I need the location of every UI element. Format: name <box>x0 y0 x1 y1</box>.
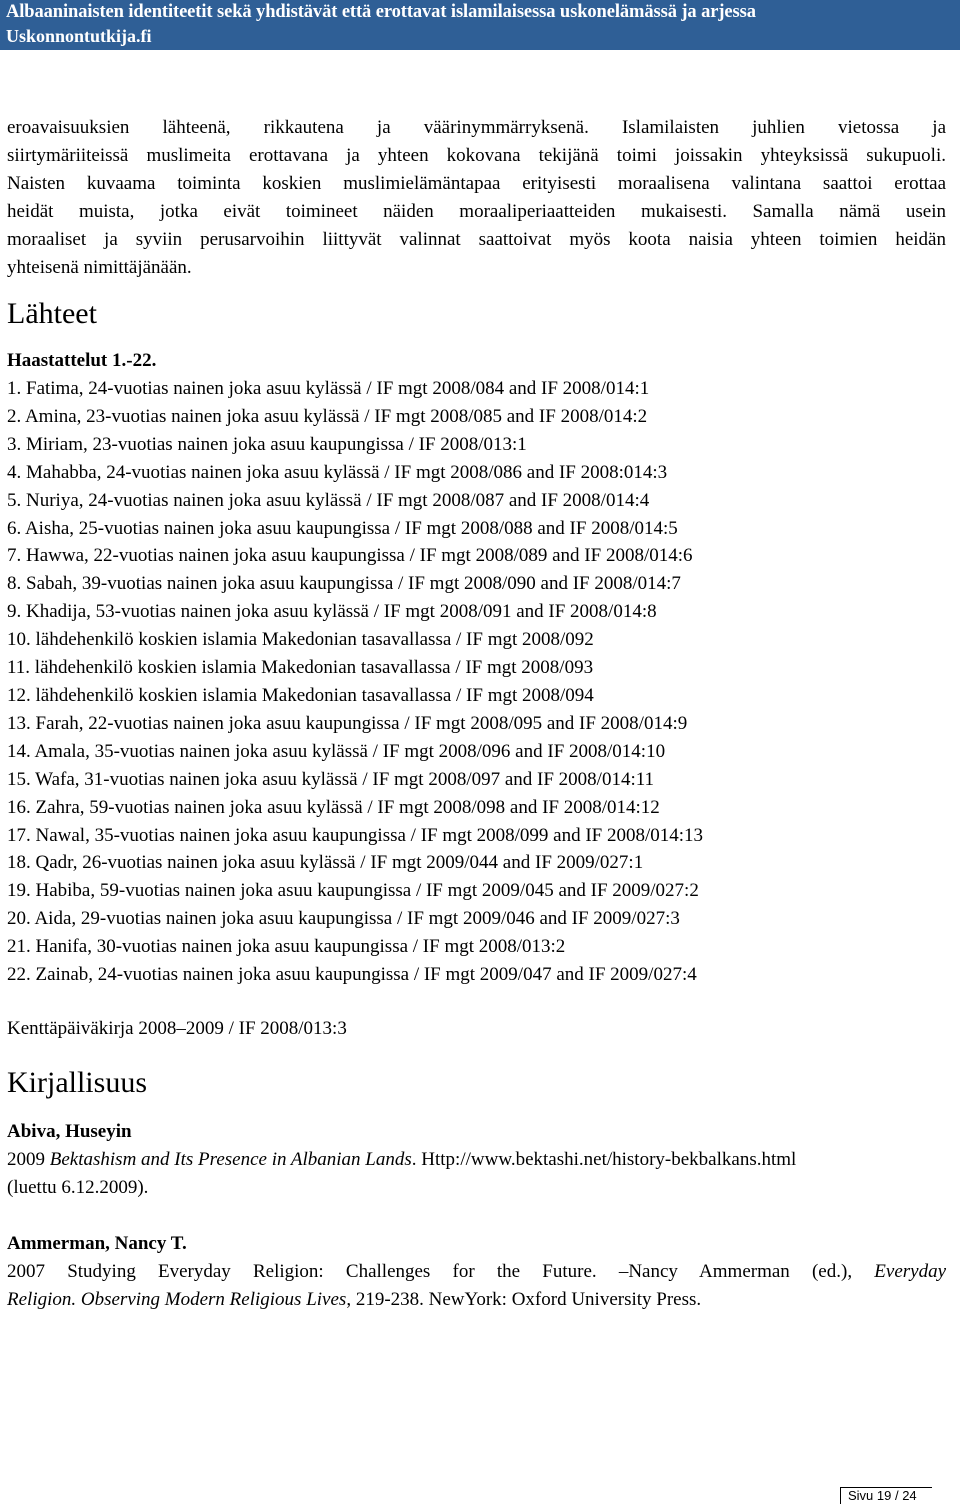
paragraph-line: yhteisenä nimittäjänään. <box>7 257 192 278</box>
interviews-heading: Haastattelut 1.-22. <box>7 350 157 371</box>
reference-title: Everyday <box>874 1260 947 1282</box>
reference-details: 2007 Studying Everyday Religion: Challenges for the Future. –Nancy Ammerman (ed.), <box>7 1260 853 1282</box>
reference-entry <box>7 1230 946 1314</box>
list-item: 10. lähdehenkilö koskien islamia Makedonian tasavallassa / IF mgt 2008/092 <box>7 629 594 651</box>
list-item: 13. Farah, 22-vuotias nainen joka asuu kaupungissa / IF mgt 2008/095 and IF 2008/014:9 <box>7 712 688 734</box>
reference-details: . Http://www.bektashi.net/history-bekbalkans.html <box>411 1148 797 1170</box>
reference-year: 2009 <box>7 1148 45 1170</box>
reference-line <box>7 1258 946 1286</box>
list-item: 7. Hawwa, 22-vuotias nainen joka asuu kaupungissa / IF mgt 2008/089 and IF 2008/014:6 <box>7 545 693 567</box>
interview-list <box>7 375 946 989</box>
field-diary-line: Kenttäpäiväkirja 2008–2009 / IF 2008/013:3 <box>7 1017 347 1039</box>
paragraph-line: moraaliset ja syviin perusarvoihin liittyvät valinnat saattoivat myös koota naisia yhteen toimien heidän <box>7 229 946 250</box>
reference-author: Abiva, Huseyin <box>7 1120 132 1142</box>
paragraph-line: siirtymäriiteissä muslimeita erottavana ja yhteen kokovana tekijänä toimi joissakin yhteyksissä sukupuoli. <box>7 145 946 166</box>
list-item: 6. Aisha, 25-vuotias nainen joka asuu kaupungissa / IF mgt 2008/088 and IF 2008/014:5 <box>7 517 678 539</box>
paragraph-line: eroavaisuuksien lähteenä, rikkautena ja väärinymmärryksenä. Islamilaisten juhlien vietossa ja <box>7 117 946 138</box>
list-item: 15. Wafa, 31-vuotias nainen joka asuu kylässä / IF mgt 2008/097 and IF 2008/014:11 <box>7 768 655 790</box>
list-item: 19. Habiba, 59-vuotias nainen joka asuu kaupungissa / IF mgt 2009/045 and IF 2009/027:2 <box>7 880 699 902</box>
reference-access-date: (luettu 6.12.2009). <box>7 1176 149 1198</box>
list-item: 11. lähdehenkilö koskien islamia Makedonian tasavallassa / IF mgt 2008/093 <box>7 657 594 679</box>
list-item: 17. Nawal, 35-vuotias nainen joka asuu kaupungissa / IF mgt 2008/099 and IF 2008/014:13 <box>7 824 704 846</box>
reference-title: Religion. Observing Modern Religious Lives <box>7 1288 347 1310</box>
reference-line <box>7 1146 946 1174</box>
body-paragraph <box>7 114 946 282</box>
list-item: 12. lähdehenkilö koskien islamia Makedonian tasavallassa / IF mgt 2008/094 <box>7 684 594 706</box>
page-number: Sivu 19 / 24 <box>840 1487 932 1504</box>
reference-entry <box>7 1118 946 1202</box>
list-item: 22. Zainab, 24-vuotias nainen joka asuu kaupungissa / IF mgt 2009/047 and IF 2009/027:4 <box>7 964 697 986</box>
reference-title: Bektashism and Its Presence in Albanian Lands <box>49 1148 412 1170</box>
paragraph-line: heidät muista, jotka eivät toimineet näiden moraaliperiaatteiden mukaisesti. Samalla nämä usein <box>7 201 946 222</box>
list-item: 2. Amina, 23-vuotias nainen joka asuu kylässä / IF mgt 2008/085 and IF 2008/014:2 <box>7 405 648 427</box>
list-item: 18. Qadr, 26-vuotias nainen joka asuu kylässä / IF mgt 2009/044 and IF 2009/027:1 <box>7 852 644 874</box>
reference-line <box>7 1286 946 1314</box>
list-item: 4. Mahabba, 24-vuotias nainen joka asuu kylässä / IF mgt 2008/086 and IF 2008:014:3 <box>7 461 668 483</box>
reference-details: , 219-238. NewYork: Oxford University Press. <box>346 1288 702 1310</box>
paragraph-line: Naisten kuvaama toiminta koskien muslimielämäntapaa erityisesti moraalisena valintana saattoi erottaa <box>7 173 946 194</box>
site-name: Uskonnontutkija.fi <box>6 26 152 46</box>
list-item: 21. Hanifa, 30-vuotias nainen joka asuu kaupungissa / IF mgt 2008/013:2 <box>7 936 566 958</box>
list-item: 9. Khadija, 53-vuotias nainen joka asuu kylässä / IF mgt 2008/091 and IF 2008/014:8 <box>7 601 657 623</box>
literature-heading: Kirjallisuus <box>7 1065 147 1099</box>
list-item: 16. Zahra, 59-vuotias nainen joka asuu kylässä / IF mgt 2008/098 and IF 2008/014:12 <box>7 796 660 818</box>
document-body <box>7 114 946 1314</box>
list-item: 8. Sabah, 39-vuotias nainen joka asuu kaupungissa / IF mgt 2008/090 and IF 2008/014:7 <box>7 573 681 595</box>
reference-author: Ammerman, Nancy T. <box>7 1232 187 1254</box>
list-item: 5. Nuriya, 24-vuotias nainen joka asuu kylässä / IF mgt 2008/087 and IF 2008/014:4 <box>7 489 650 511</box>
list-item: 3. Miriam, 23-vuotias nainen joka asuu kaupungissa / IF 2008/013:1 <box>7 433 527 455</box>
list-item: 1. Fatima, 24-vuotias nainen joka asuu kylässä / IF mgt 2008/084 and IF 2008/014:1 <box>7 378 650 399</box>
page-header <box>0 0 960 50</box>
list-item: 20. Aida, 29-vuotias nainen joka asuu kaupungissa / IF mgt 2009/046 and IF 2009/027:3 <box>7 908 680 930</box>
list-item: 14. Amala, 35-vuotias nainen joka asuu kylässä / IF mgt 2008/096 and IF 2008/014:10 <box>7 740 666 762</box>
document-title: Albaaninaisten identiteetit sekä yhdistävät että erottavat islamilaisessa uskonelämässä ja arjessa <box>6 2 756 22</box>
sources-heading: Lähteet <box>7 297 97 330</box>
